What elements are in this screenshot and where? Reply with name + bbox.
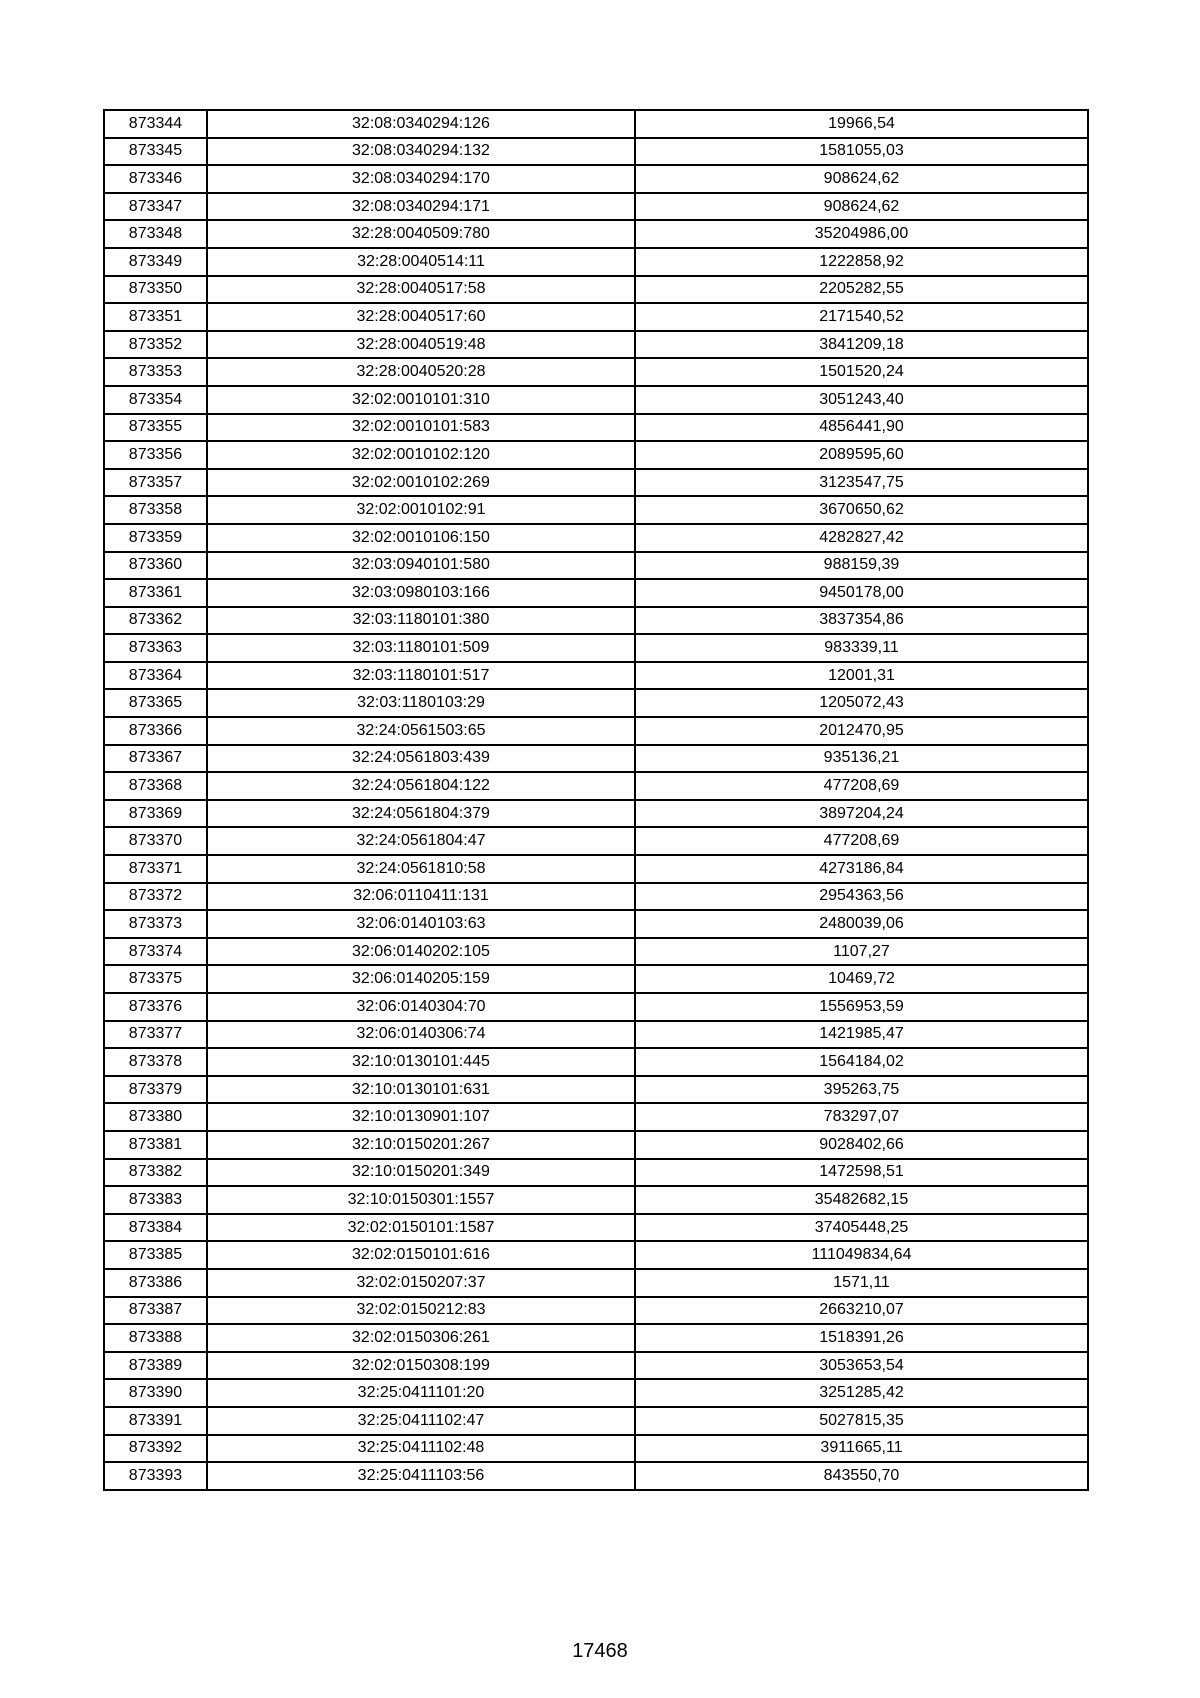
value-cell: 1564184,02	[635, 1048, 1088, 1076]
row-id-cell: 873382	[104, 1159, 207, 1187]
value-cell: 3123547,75	[635, 469, 1088, 497]
table-row	[104, 469, 1088, 497]
table-row	[104, 138, 1088, 166]
value-cell: 3051243,40	[635, 386, 1088, 414]
row-id-cell: 873362	[104, 607, 207, 635]
value-cell: 10469,72	[635, 965, 1088, 993]
value-cell: 4282827,42	[635, 524, 1088, 552]
value-cell: 1205072,43	[635, 689, 1088, 717]
row-id-cell: 873366	[104, 717, 207, 745]
cadastral-number-cell: 32:28:0040517:60	[207, 303, 635, 331]
row-id-cell: 873363	[104, 634, 207, 662]
value-cell: 4856441,90	[635, 414, 1088, 442]
cadastral-number-cell: 32:02:0010101:310	[207, 386, 635, 414]
row-id-cell: 873389	[104, 1352, 207, 1380]
value-cell: 1421985,47	[635, 1021, 1088, 1049]
cadastral-number-cell: 32:02:0150306:261	[207, 1324, 635, 1352]
cadastral-number-cell: 32:06:0140205:159	[207, 965, 635, 993]
value-cell: 1501520,24	[635, 358, 1088, 386]
row-id-cell: 873370	[104, 827, 207, 855]
table-row	[104, 1379, 1088, 1407]
table-row	[104, 1407, 1088, 1435]
table-row	[104, 524, 1088, 552]
row-id-cell: 873358	[104, 496, 207, 524]
cadastral-number-cell: 32:24:0561804:47	[207, 827, 635, 855]
value-cell: 477208,69	[635, 827, 1088, 855]
value-cell: 983339,11	[635, 634, 1088, 662]
table-row	[104, 1435, 1088, 1463]
cadastral-number-cell: 32:03:1180103:29	[207, 689, 635, 717]
page-number: 17468	[572, 1640, 628, 1662]
row-id-cell: 873350	[104, 276, 207, 304]
row-id-cell: 873383	[104, 1186, 207, 1214]
row-id-cell: 873381	[104, 1131, 207, 1159]
table-row	[104, 441, 1088, 469]
value-cell: 3837354,86	[635, 607, 1088, 635]
value-cell: 2171540,52	[635, 303, 1088, 331]
row-id-cell: 873368	[104, 772, 207, 800]
table-row	[104, 193, 1088, 221]
cadastral-number-cell: 32:25:0411102:47	[207, 1407, 635, 1435]
row-id-cell: 873356	[104, 441, 207, 469]
table-row	[104, 607, 1088, 635]
table-row	[104, 220, 1088, 248]
cadastral-number-cell: 32:06:0140306:74	[207, 1021, 635, 1049]
value-cell: 5027815,35	[635, 1407, 1088, 1435]
row-id-cell: 873352	[104, 331, 207, 359]
cadastral-number-cell: 32:28:0040509:780	[207, 220, 635, 248]
cadastral-number-cell: 32:10:0130101:445	[207, 1048, 635, 1076]
value-cell: 1581055,03	[635, 138, 1088, 166]
value-cell: 988159,39	[635, 552, 1088, 580]
cadastral-number-cell: 32:28:0040520:28	[207, 358, 635, 386]
cadastral-number-cell: 32:02:0150308:199	[207, 1352, 635, 1380]
row-id-cell: 873374	[104, 938, 207, 966]
row-id-cell: 873357	[104, 469, 207, 497]
cadastral-number-cell: 32:25:0411103:56	[207, 1462, 635, 1490]
table-row	[104, 579, 1088, 607]
value-cell: 12001,31	[635, 662, 1088, 690]
row-id-cell: 873354	[104, 386, 207, 414]
row-id-cell: 873344	[104, 110, 207, 138]
table-row	[104, 855, 1088, 883]
table-row	[104, 1159, 1088, 1187]
table-row	[104, 1131, 1088, 1159]
cadastral-number-cell: 32:06:0140103:63	[207, 910, 635, 938]
value-cell: 2012470,95	[635, 717, 1088, 745]
cadastral-number-cell: 32:28:0040519:48	[207, 331, 635, 359]
row-id-cell: 873348	[104, 220, 207, 248]
row-id-cell: 873364	[104, 662, 207, 690]
cadastral-number-cell: 32:06:0110411:131	[207, 883, 635, 911]
value-cell: 2480039,06	[635, 910, 1088, 938]
row-id-cell: 873380	[104, 1103, 207, 1131]
cadastral-number-cell: 32:10:0130101:631	[207, 1076, 635, 1104]
table-row	[104, 1214, 1088, 1242]
cadastral-number-cell: 32:08:0340294:171	[207, 193, 635, 221]
cadastral-number-cell: 32:02:0010101:583	[207, 414, 635, 442]
row-id-cell: 873355	[104, 414, 207, 442]
cadastral-number-cell: 32:02:0150212:83	[207, 1297, 635, 1325]
table-row	[104, 386, 1088, 414]
cadastral-number-cell: 32:24:0561503:65	[207, 717, 635, 745]
value-cell: 3897204,24	[635, 800, 1088, 828]
value-cell: 2954363,56	[635, 883, 1088, 911]
table-row	[104, 772, 1088, 800]
row-id-cell: 873385	[104, 1241, 207, 1269]
table-row	[104, 1048, 1088, 1076]
value-cell: 37405448,25	[635, 1214, 1088, 1242]
table-row	[104, 993, 1088, 1021]
row-id-cell: 873378	[104, 1048, 207, 1076]
cadastral-number-cell: 32:06:0140202:105	[207, 938, 635, 966]
table-row	[104, 1352, 1088, 1380]
row-id-cell: 873349	[104, 248, 207, 276]
cadastral-number-cell: 32:02:0150101:1587	[207, 1214, 635, 1242]
value-cell: 935136,21	[635, 745, 1088, 773]
cadastral-number-cell: 32:03:0980103:166	[207, 579, 635, 607]
value-cell: 35482682,15	[635, 1186, 1088, 1214]
row-id-cell: 873386	[104, 1269, 207, 1297]
table-row	[104, 800, 1088, 828]
row-id-cell: 873359	[104, 524, 207, 552]
cadastral-number-cell: 32:24:0561810:58	[207, 855, 635, 883]
table-body	[104, 110, 1088, 1490]
row-id-cell: 873351	[104, 303, 207, 331]
value-cell: 395263,75	[635, 1076, 1088, 1104]
table-row	[104, 358, 1088, 386]
table-row	[104, 662, 1088, 690]
value-cell: 3911665,11	[635, 1435, 1088, 1463]
cadastral-number-cell: 32:08:0340294:126	[207, 110, 635, 138]
cadastral-number-cell: 32:24:0561804:122	[207, 772, 635, 800]
table-row	[104, 965, 1088, 993]
value-cell: 3841209,18	[635, 331, 1088, 359]
table-row	[104, 165, 1088, 193]
row-id-cell: 873346	[104, 165, 207, 193]
cadastral-number-cell: 32:10:0150201:267	[207, 1131, 635, 1159]
value-cell: 1107,27	[635, 938, 1088, 966]
table-row	[104, 496, 1088, 524]
row-id-cell: 873372	[104, 883, 207, 911]
value-cell: 2205282,55	[635, 276, 1088, 304]
value-cell: 1571,11	[635, 1269, 1088, 1297]
table-row	[104, 634, 1088, 662]
cadastral-number-cell: 32:03:1180101:517	[207, 662, 635, 690]
row-id-cell: 873388	[104, 1324, 207, 1352]
value-cell: 3251285,42	[635, 1379, 1088, 1407]
row-id-cell: 873347	[104, 193, 207, 221]
table-row	[104, 689, 1088, 717]
cadastral-number-cell: 32:08:0340294:132	[207, 138, 635, 166]
table-row	[104, 1462, 1088, 1490]
cadastral-number-cell: 32:25:0411101:20	[207, 1379, 635, 1407]
value-cell: 2089595,60	[635, 441, 1088, 469]
row-id-cell: 873391	[104, 1407, 207, 1435]
row-id-cell: 873373	[104, 910, 207, 938]
value-cell: 9028402,66	[635, 1131, 1088, 1159]
value-cell: 477208,69	[635, 772, 1088, 800]
row-id-cell: 873377	[104, 1021, 207, 1049]
value-cell: 908624,62	[635, 165, 1088, 193]
value-cell: 908624,62	[635, 193, 1088, 221]
value-cell: 783297,07	[635, 1103, 1088, 1131]
row-id-cell: 873384	[104, 1214, 207, 1242]
row-id-cell: 873369	[104, 800, 207, 828]
table-row	[104, 1241, 1088, 1269]
table-row	[104, 1021, 1088, 1049]
value-cell: 1222858,92	[635, 248, 1088, 276]
cadastral-number-cell: 32:28:0040517:58	[207, 276, 635, 304]
row-id-cell: 873360	[104, 552, 207, 580]
table-row	[104, 1324, 1088, 1352]
row-id-cell: 873361	[104, 579, 207, 607]
value-cell: 1518391,26	[635, 1324, 1088, 1352]
row-id-cell: 873371	[104, 855, 207, 883]
row-id-cell: 873375	[104, 965, 207, 993]
row-id-cell: 873387	[104, 1297, 207, 1325]
cadastral-number-cell: 32:02:0010102:269	[207, 469, 635, 497]
table-row	[104, 883, 1088, 911]
table-row	[104, 1186, 1088, 1214]
table-row	[104, 276, 1088, 304]
table-row	[104, 331, 1088, 359]
table-row	[104, 1269, 1088, 1297]
value-cell: 4273186,84	[635, 855, 1088, 883]
row-id-cell: 873353	[104, 358, 207, 386]
data-table	[103, 109, 1089, 1491]
cadastral-number-cell: 32:06:0140304:70	[207, 993, 635, 1021]
row-id-cell: 873390	[104, 1379, 207, 1407]
table-row	[104, 414, 1088, 442]
cadastral-number-cell: 32:02:0010102:91	[207, 496, 635, 524]
cadastral-number-cell: 32:10:0150301:1557	[207, 1186, 635, 1214]
cadastral-number-cell: 32:08:0340294:170	[207, 165, 635, 193]
cadastral-number-cell: 32:03:1180101:509	[207, 634, 635, 662]
row-id-cell: 873365	[104, 689, 207, 717]
value-cell: 1556953,59	[635, 993, 1088, 1021]
table-row	[104, 303, 1088, 331]
value-cell: 2663210,07	[635, 1297, 1088, 1325]
table-row	[104, 745, 1088, 773]
row-id-cell: 873392	[104, 1435, 207, 1463]
row-id-cell: 873367	[104, 745, 207, 773]
value-cell: 35204986,00	[635, 220, 1088, 248]
table-row	[104, 938, 1088, 966]
cadastral-number-cell: 32:02:0150101:616	[207, 1241, 635, 1269]
row-id-cell: 873345	[104, 138, 207, 166]
cadastral-number-cell: 32:03:0940101:580	[207, 552, 635, 580]
table-row	[104, 248, 1088, 276]
value-cell: 111049834,64	[635, 1241, 1088, 1269]
cadastral-number-cell: 32:28:0040514:11	[207, 248, 635, 276]
value-cell: 843550,70	[635, 1462, 1088, 1490]
cadastral-number-cell: 32:02:0150207:37	[207, 1269, 635, 1297]
table-row	[104, 1103, 1088, 1131]
table-row	[104, 827, 1088, 855]
table-row	[104, 1297, 1088, 1325]
cadastral-number-cell: 32:24:0561804:379	[207, 800, 635, 828]
cadastral-number-cell: 32:10:0130901:107	[207, 1103, 635, 1131]
cadastral-number-cell: 32:10:0150201:349	[207, 1159, 635, 1187]
row-id-cell: 873376	[104, 993, 207, 1021]
table-row	[104, 110, 1088, 138]
cadastral-number-cell: 32:03:1180101:380	[207, 607, 635, 635]
cadastral-number-cell: 32:25:0411102:48	[207, 1435, 635, 1463]
value-cell: 19966,54	[635, 110, 1088, 138]
value-cell: 3053653,54	[635, 1352, 1088, 1380]
table-row	[104, 717, 1088, 745]
cadastral-number-cell: 32:02:0010102:120	[207, 441, 635, 469]
table-row	[104, 910, 1088, 938]
cadastral-number-cell: 32:02:0010106:150	[207, 524, 635, 552]
table-row	[104, 552, 1088, 580]
row-id-cell: 873379	[104, 1076, 207, 1104]
value-cell: 3670650,62	[635, 496, 1088, 524]
value-cell: 9450178,00	[635, 579, 1088, 607]
cadastral-number-cell: 32:24:0561803:439	[207, 745, 635, 773]
row-id-cell: 873393	[104, 1462, 207, 1490]
table-row	[104, 1076, 1088, 1104]
value-cell: 1472598,51	[635, 1159, 1088, 1187]
